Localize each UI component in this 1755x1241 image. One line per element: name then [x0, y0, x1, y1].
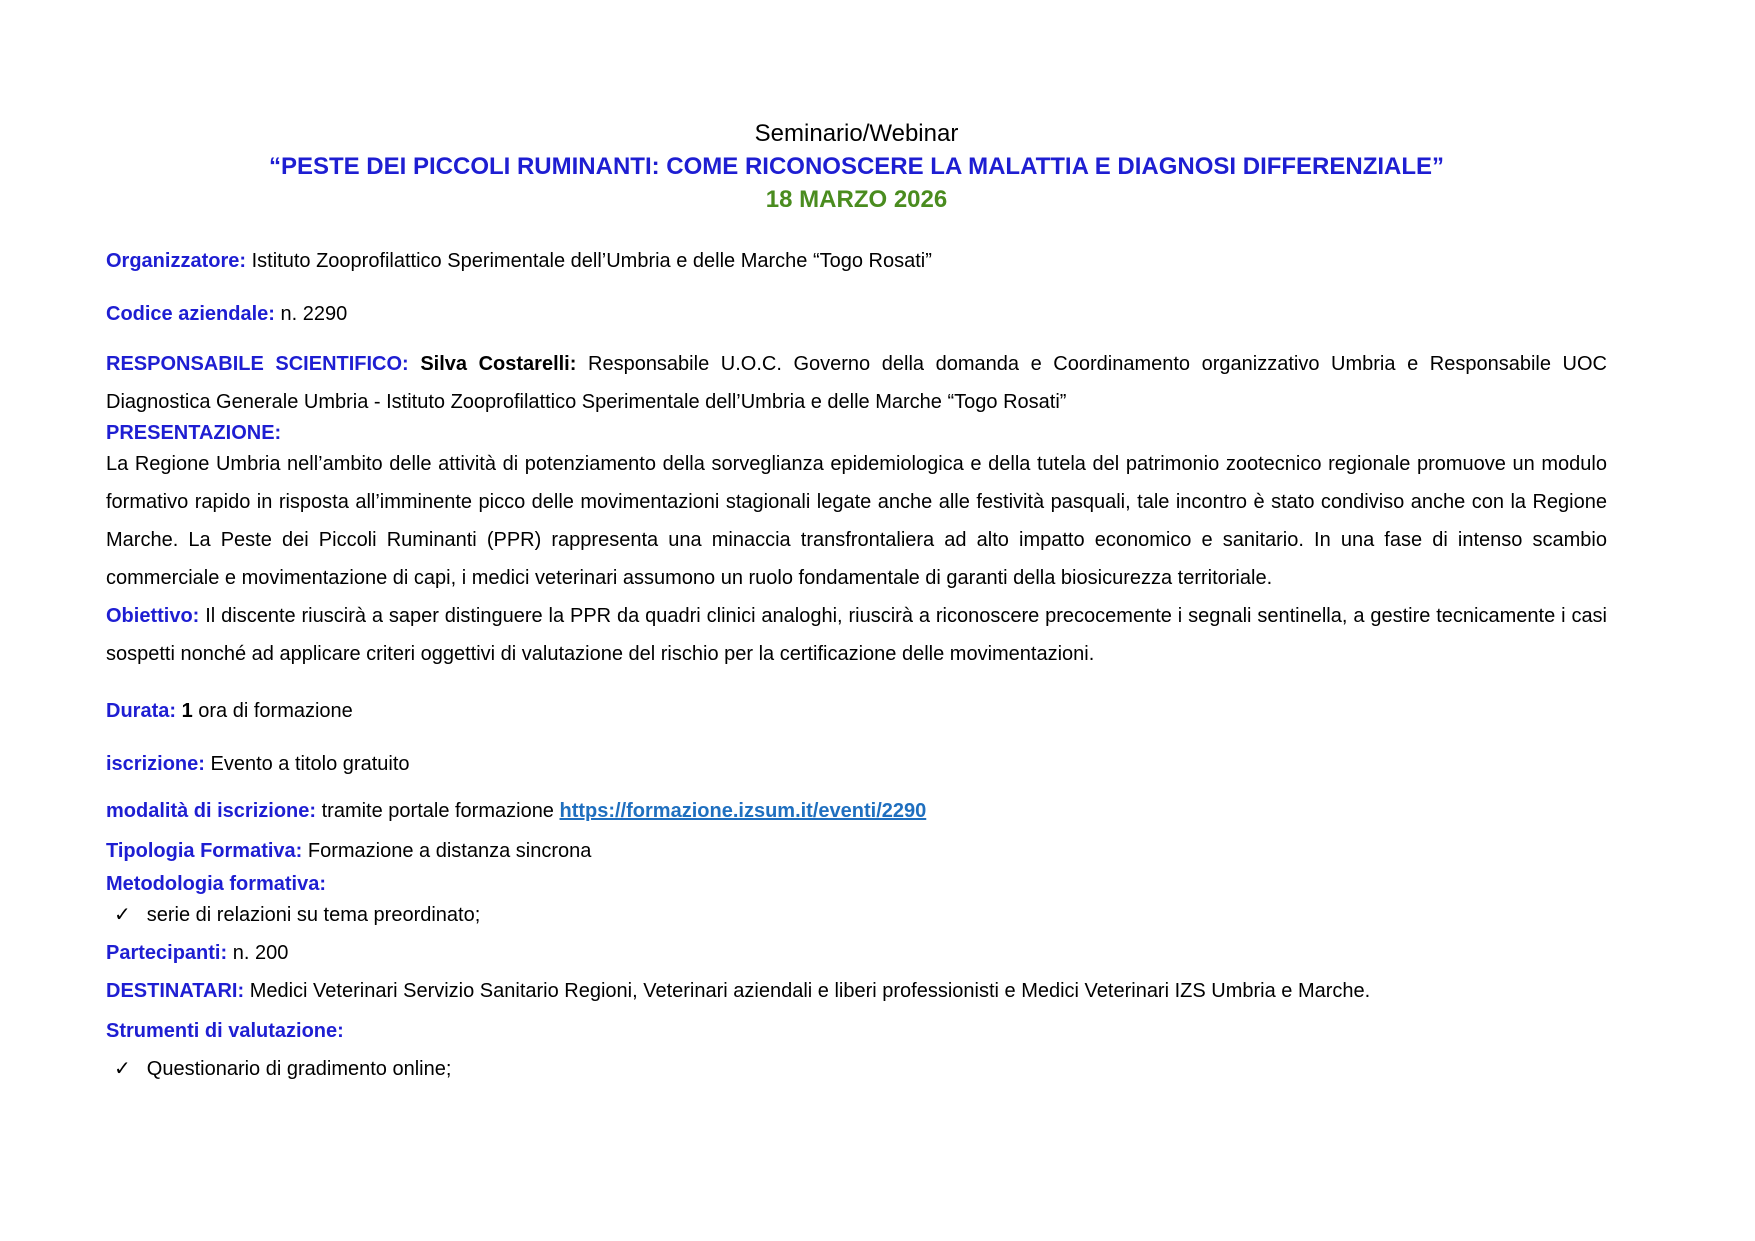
- recipients-label: DESTINATARI:: [106, 980, 245, 1002]
- objective-label: Obiettivo:: [106, 605, 200, 627]
- training-type-paragraph: [106, 832, 1607, 870]
- participants-label: Partecipanti:: [106, 942, 228, 964]
- duration-text: ora di formazione: [198, 700, 353, 722]
- checkmark-icon: ✓: [114, 1058, 131, 1080]
- methodology-heading: [106, 872, 1607, 896]
- scientific-director-label: RESPONSABILE SCIENTIFICO:: [106, 353, 409, 375]
- presentation-label: PRESENTAZIONE:: [106, 422, 282, 444]
- evaluation-tools-heading: [106, 1012, 1607, 1050]
- duration-label: Durata:: [106, 700, 177, 722]
- evaluation-tools-label: Strumenti di valutazione:: [106, 1020, 344, 1042]
- recipients-text: Medici Veterinari Servizio Sanitario Regioni, Veterinari aziendali e liberi professionisti e Medici Veterinari IZS Umbria e Marche.: [249, 980, 1371, 1002]
- participants-value: n. 200: [232, 942, 289, 964]
- company-code-paragraph: [106, 295, 1607, 333]
- registration-label: iscrizione:: [106, 753, 205, 775]
- registration-link[interactable]: https://formazione.izsum.it/eventi/2290: [559, 800, 927, 822]
- company-code-label: Codice aziendale:: [106, 303, 275, 325]
- objective-text: Il discente riuscirà a saper distinguere la PPR da quadri clinici analoghi, riuscirà a riconoscere precocemente i segnali sentinella, a gestire tecnicamente i casi sospetti nonché ad applicare criteri oggettivi di valutazione del rischio per la certificazione delle movimentazioni.: [106, 605, 1608, 665]
- registration-method-paragraph: [106, 792, 1607, 830]
- organizer-paragraph: [106, 242, 1607, 280]
- scientific-director-description: Responsabile U.O.C. Governo della domanda e Coordinamento organizzativo Umbria e Responsabile UOC Diagnostica Generale Umbria - Istituto Zooprofilattico Sperimentale dell’Umbria e delle Marche “Togo Rosati”: [106, 353, 1608, 413]
- evaluation-bullet-text: Questionario di gradimento online;: [146, 1058, 452, 1080]
- registration-method-label: modalità di iscrizione:: [106, 800, 317, 822]
- registration-method-text: tramite portale formazione: [321, 800, 554, 822]
- training-type-text: Formazione a distanza sincrona: [307, 840, 592, 862]
- training-type-label: Tipologia Formativa:: [106, 840, 303, 862]
- methodology-bullet-text: serie di relazioni su tema preordinato;: [146, 904, 481, 926]
- organizer-label: Organizzatore:: [106, 250, 247, 272]
- registration-text: Evento a titolo gratuito: [210, 753, 410, 775]
- scientific-director-name: Silva Costarelli:: [420, 353, 577, 375]
- duration-hours: 1: [181, 700, 193, 722]
- presentation-heading: [106, 421, 1607, 445]
- objective-paragraph: [106, 597, 1607, 673]
- recipients-paragraph: [106, 972, 1607, 1010]
- presentation-body: La Regione Umbria nell’ambito delle attività di potenziamento della sorveglianza epidemiologica e della tutela del patrimonio zootecnico regionale promuove un modulo formativo rapido in risposta all’imminente picco delle movimentazioni stagionali legate anche alle festività pasquali, tale incontro è stato condiviso anche con la Regione Marche. La Peste dei Piccoli Ruminanti (PPR) rappresenta una minaccia transfrontaliera ad alto impatto economico e sanitario. In una fase di intenso scambio commerciale e movimentazione di capi, i medici veterinari assumono un ruolo fondamentale di garanti della biosicurezza territoriale.: [106, 453, 1607, 589]
- evaluation-bullet-item: [106, 1050, 1607, 1088]
- document-header: [106, 117, 1607, 216]
- methodology-bullet-item: [106, 896, 1607, 934]
- participants-paragraph: [106, 934, 1607, 972]
- checkmark-icon: ✓: [114, 904, 131, 926]
- event-date: 18 MARZO 2026: [765, 186, 948, 213]
- methodology-label: Metodologia formativa:: [106, 873, 327, 895]
- scientific-director-paragraph: [106, 345, 1607, 421]
- document-title: “PESTE DEI PICCOLI RUMINANTI: COME RICONOSCERE LA MALATTIA E DIAGNOSI DIFFERENZIALE”: [268, 153, 1445, 180]
- registration-paragraph: [106, 745, 1607, 783]
- company-code-value: n. 2290: [280, 303, 348, 325]
- duration-paragraph: [106, 692, 1607, 730]
- document-content: [106, 0, 1607, 1088]
- organizer-value: Istituto Zooprofilattico Sperimentale dell’Umbria e delle Marche “Togo Rosati”: [251, 250, 932, 272]
- event-type: Seminario/Webinar: [754, 120, 959, 147]
